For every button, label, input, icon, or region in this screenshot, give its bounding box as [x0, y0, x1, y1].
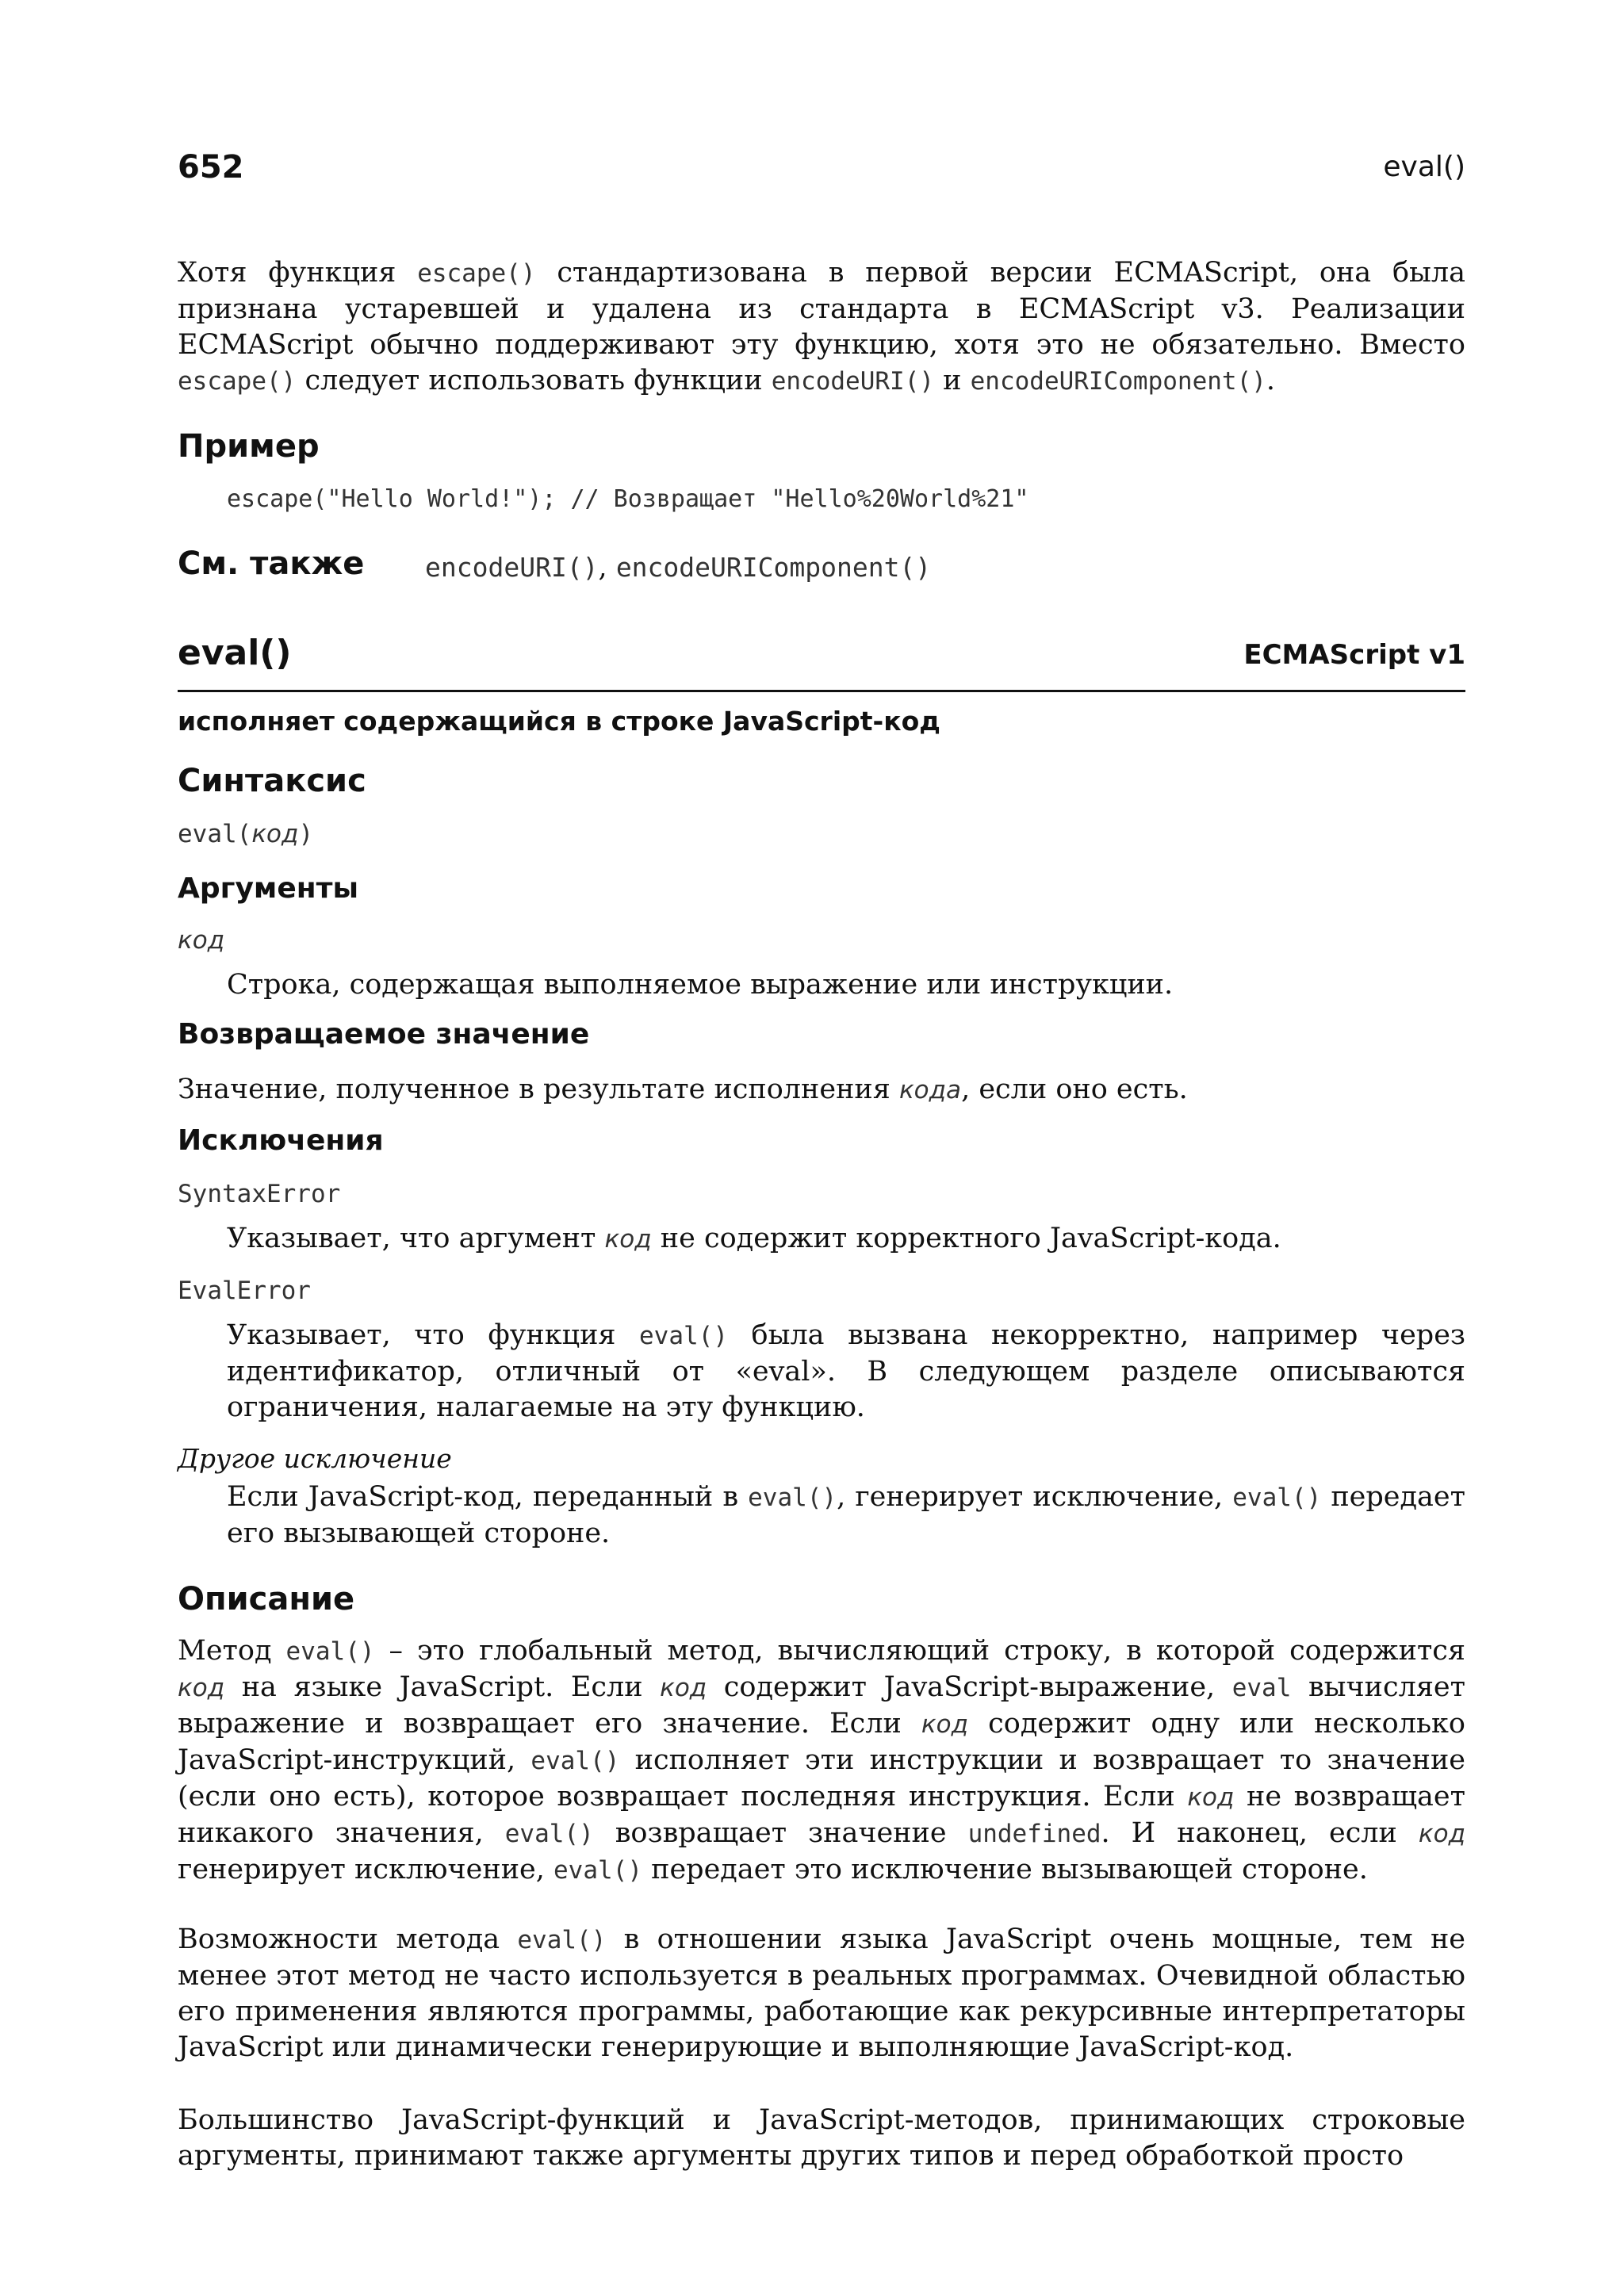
text-run: , генерирует исключение, — [837, 1481, 1233, 1513]
text-run: не возвращает никакого значения, — [178, 1781, 1465, 1849]
see-also-label: См. также — [178, 545, 365, 582]
exception-syntaxerror: SyntaxError — [178, 1180, 341, 1208]
entry-rule — [178, 690, 1465, 692]
text-run: не содержит корректного JavaScript-кода. — [651, 1223, 1281, 1254]
return-heading: Возвращаемое значение — [178, 1018, 590, 1051]
inline-code: eval() — [285, 1637, 375, 1666]
text-run: следует использовать функции — [296, 365, 772, 396]
text-run: Значение, полученное в результате исполнения — [178, 1074, 899, 1105]
text-run: Если JavaScript-код, переданный в — [227, 1481, 749, 1513]
param-name: код — [660, 1674, 707, 1702]
text-run: генерирует исключение, — [178, 1854, 554, 1885]
return-text — [178, 1072, 1188, 1108]
param-name: код — [251, 820, 299, 848]
text-run: Возможности метода — [178, 1924, 518, 1955]
exception-syntaxerror-desc — [227, 1221, 1281, 1258]
inline-code: undefined — [967, 1820, 1101, 1848]
exception-other: Другое исключение — [178, 1443, 452, 1474]
arguments-heading: Аргументы — [178, 872, 359, 905]
running-title: eval() — [1383, 151, 1465, 183]
escape-note-paragraph — [178, 255, 1465, 400]
text-run: , если оно есть. — [961, 1074, 1188, 1105]
text-run: Указывает, что аргумент — [227, 1223, 605, 1254]
text-run: содержит JavaScript-выражение, — [707, 1671, 1232, 1703]
book-page — [178, 0, 1465, 2293]
separator: , — [598, 552, 616, 584]
see-also-list — [425, 550, 931, 586]
page-number: 652 — [178, 149, 244, 186]
inline-code: eval() — [517, 1926, 607, 1954]
code-run: ) — [298, 820, 314, 848]
inline-code: encodeURI() — [771, 367, 935, 396]
param-name: код — [1187, 1783, 1235, 1812]
entry-version: ECMAScript v1 — [1243, 639, 1465, 671]
inline-code: eval — [1231, 1674, 1292, 1702]
text-run: Указывает, что функция — [227, 1319, 640, 1351]
inline-code: eval() — [639, 1322, 728, 1350]
text-run: Хотя функция — [178, 257, 418, 289]
description-paragraph-3: Большинство JavaScript-функций и JavaScript-методов, принимающих строковые аргументы, принимают также аргументы других типов и перед обработкой просто — [178, 2104, 1465, 2172]
text-run: на языке JavaScript. Если — [224, 1671, 661, 1703]
text-run: . — [1266, 365, 1276, 396]
inline-code: encodeURIComponent() — [970, 367, 1266, 396]
text-run: была вызвана некорректно, например через идентификатор, отличный от «eval». В следующем разделе описываются ограничения, налагаемые на эту функцию. — [227, 1319, 1465, 1423]
inline-code: eval() — [553, 1856, 642, 1885]
entry-title: eval() — [178, 633, 292, 673]
exception-other-desc — [227, 1480, 1465, 1552]
text-run: содержит одну или несколько JavaScript-инструкций, — [178, 1708, 1465, 1776]
argument-name: код — [178, 926, 225, 955]
inline-code: eval() — [1232, 1483, 1322, 1512]
exception-evalerror-desc — [227, 1318, 1465, 1426]
inline-code: eval() — [504, 1820, 594, 1848]
param-name: код — [921, 1710, 969, 1739]
description-paragraph-2 — [178, 1922, 1465, 2065]
inline-code: eval() — [748, 1483, 837, 1512]
text-run: возвращает значение — [593, 1817, 968, 1849]
inline-code: escape() — [417, 259, 536, 288]
description-paragraph-1 — [178, 1633, 1465, 1889]
text-run: передает это исключение вызывающей стороне. — [642, 1854, 1368, 1885]
inline-code: escape() — [178, 367, 297, 396]
exceptions-heading: Исключения — [178, 1124, 384, 1157]
text-run: в отношении языка JavaScript очень мощные, тем не менее этот метод не часто используется в реальных программах. Очевидной областью его применения являются программы, работающие как рекурсивные интерпретаторы JavaScript или динамически генерирующие и выполняющие JavaScript-код. — [178, 1924, 1465, 2063]
description-heading: Описание — [178, 1581, 355, 1617]
text-run: исполняет эти инструкции и возвращает то значение (если оно есть), которое возвращает последняя инструкция. Если — [178, 1744, 1465, 1813]
text-run: . И наконец, если — [1101, 1817, 1419, 1849]
text-run: передает его вызывающей стороне. — [227, 1481, 1465, 1549]
inline-code: eval() — [530, 1747, 620, 1775]
exception-evalerror: EvalError — [178, 1277, 311, 1305]
param-name: код — [178, 1674, 225, 1702]
syntax-heading: Синтаксис — [178, 763, 366, 799]
example-heading: Пример — [178, 428, 320, 465]
param-name: код — [1418, 1820, 1465, 1848]
param-name: кода — [898, 1076, 962, 1104]
see-also-link[interactable]: encodeURIComponent() — [615, 552, 932, 583]
code-run: eval( — [178, 820, 252, 848]
param-name: код — [604, 1225, 652, 1254]
entry-subtitle: исполняет содержащийся в строке JavaScript-код — [178, 706, 940, 737]
text-run: – это глобальный метод, вычисляющий строку, в которой содержится — [374, 1635, 1465, 1667]
see-also-link[interactable]: encodeURI() — [425, 552, 599, 583]
text-run: стандартизована в первой версии ECMAScript, она была признана устаревшей и удалена из стандарта в ECMAScript v3. Реализации ECMAScript обычно поддерживают эту функцию, хотя это не обязательно. Вместо — [178, 257, 1465, 361]
syntax-line — [178, 820, 313, 848]
text-run: и — [934, 365, 971, 396]
example-code: escape("Hello World!"); // Возвращает "Hello%20World%21" — [227, 485, 1029, 513]
argument-description: Строка, содержащая выполняемое выражение или инструкции. — [227, 969, 1174, 1001]
text-run: Метод — [178, 1635, 286, 1667]
text-run: вычисляет выражение и возвращает его значение. Если — [178, 1671, 1465, 1740]
